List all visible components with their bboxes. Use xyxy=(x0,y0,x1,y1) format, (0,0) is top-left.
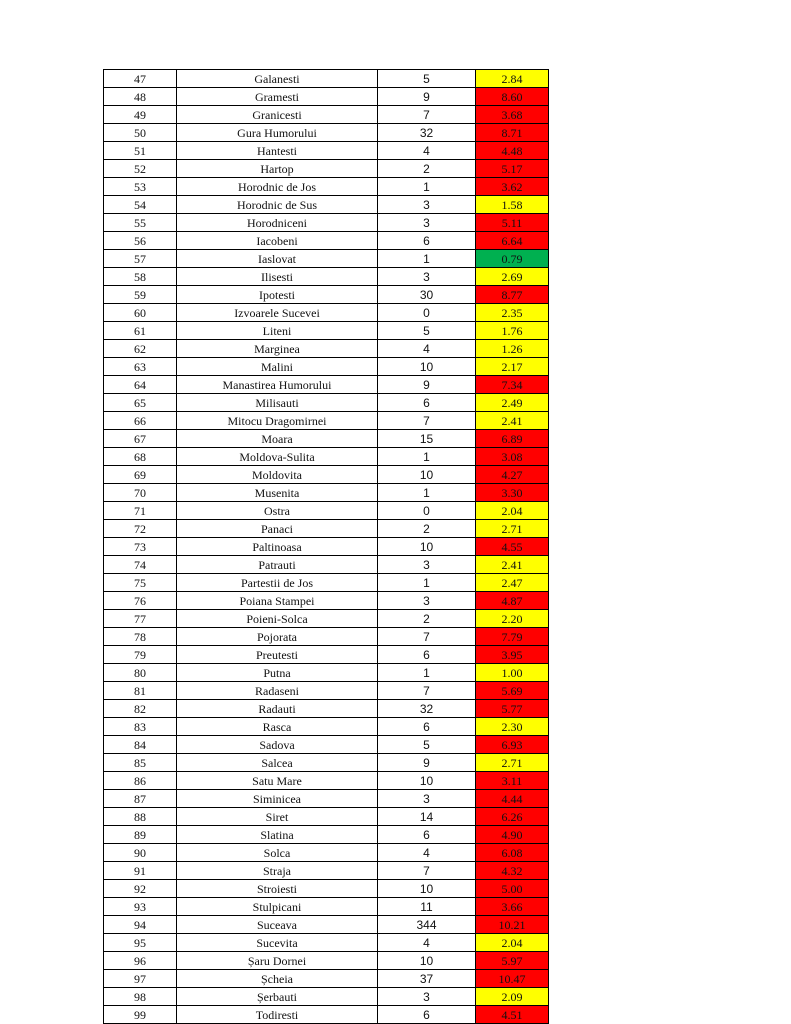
table-row xyxy=(104,160,549,178)
row-number-cell: 87 xyxy=(104,790,177,808)
case-count-cell: 3 xyxy=(378,214,476,232)
case-count-cell: 32 xyxy=(378,124,476,142)
row-number-cell: 88 xyxy=(104,808,177,826)
localities-table xyxy=(103,69,549,1024)
incidence-rate-cell: 2.30 xyxy=(476,718,549,736)
locality-name-cell: Horodniceni xyxy=(177,214,378,232)
table-row xyxy=(104,826,549,844)
locality-name-cell: Izvoarele Sucevei xyxy=(177,304,378,322)
row-number-cell: 64 xyxy=(104,376,177,394)
locality-name-cell: Stroiesti xyxy=(177,880,378,898)
incidence-rate-cell: 2.35 xyxy=(476,304,549,322)
row-number-cell: 95 xyxy=(104,934,177,952)
case-count-cell: 10 xyxy=(378,952,476,970)
case-count-cell: 10 xyxy=(378,358,476,376)
case-count-cell: 6 xyxy=(378,232,476,250)
locality-name-cell: Manastirea Humorului xyxy=(177,376,378,394)
row-number-cell: 89 xyxy=(104,826,177,844)
row-number-cell: 57 xyxy=(104,250,177,268)
case-count-cell: 1 xyxy=(378,484,476,502)
locality-name-cell: Milisauti xyxy=(177,394,378,412)
locality-name-cell: Horodnic de Jos xyxy=(177,178,378,196)
table-row xyxy=(104,664,549,682)
case-count-cell: 1 xyxy=(378,574,476,592)
locality-name-cell: Suceava xyxy=(177,916,378,934)
incidence-rate-cell: 2.04 xyxy=(476,502,549,520)
table-row xyxy=(104,502,549,520)
row-number-cell: 61 xyxy=(104,322,177,340)
locality-name-cell: Todiresti xyxy=(177,1006,378,1024)
incidence-rate-cell: 5.11 xyxy=(476,214,549,232)
table-row xyxy=(104,970,549,988)
locality-name-cell: Granicesti xyxy=(177,106,378,124)
table-row xyxy=(104,718,549,736)
row-number-cell: 68 xyxy=(104,448,177,466)
incidence-rate-cell: 6.08 xyxy=(476,844,549,862)
table-row xyxy=(104,898,549,916)
locality-name-cell: Mitocu Dragomirnei xyxy=(177,412,378,430)
row-number-cell: 75 xyxy=(104,574,177,592)
row-number-cell: 98 xyxy=(104,988,177,1006)
incidence-rate-cell: 2.47 xyxy=(476,574,549,592)
incidence-rate-cell: 8.71 xyxy=(476,124,549,142)
locality-name-cell: Straja xyxy=(177,862,378,880)
case-count-cell: 4 xyxy=(378,340,476,358)
locality-name-cell: Moldovita xyxy=(177,466,378,484)
incidence-rate-cell: 1.58 xyxy=(476,196,549,214)
incidence-rate-cell: 5.17 xyxy=(476,160,549,178)
locality-name-cell: Moldova-Sulita xyxy=(177,448,378,466)
incidence-rate-cell: 6.89 xyxy=(476,430,549,448)
incidence-rate-cell: 8.77 xyxy=(476,286,549,304)
locality-name-cell: Șerbauti xyxy=(177,988,378,1006)
locality-name-cell: Șcheia xyxy=(177,970,378,988)
table-row xyxy=(104,844,549,862)
row-number-cell: 80 xyxy=(104,664,177,682)
locality-name-cell: Panaci xyxy=(177,520,378,538)
table-row xyxy=(104,574,549,592)
table-row xyxy=(104,862,549,880)
row-number-cell: 72 xyxy=(104,520,177,538)
locality-name-cell: Ilisesti xyxy=(177,268,378,286)
case-count-cell: 4 xyxy=(378,142,476,160)
table-row xyxy=(104,214,549,232)
case-count-cell: 10 xyxy=(378,880,476,898)
locality-name-cell: Marginea xyxy=(177,340,378,358)
case-count-cell: 2 xyxy=(378,520,476,538)
locality-name-cell: Radauti xyxy=(177,700,378,718)
incidence-rate-cell: 4.48 xyxy=(476,142,549,160)
table-row xyxy=(104,358,549,376)
incidence-rate-cell: 3.30 xyxy=(476,484,549,502)
locality-name-cell: Satu Mare xyxy=(177,772,378,790)
case-count-cell: 3 xyxy=(378,556,476,574)
table-row xyxy=(104,808,549,826)
case-count-cell: 6 xyxy=(378,1006,476,1024)
case-count-cell: 6 xyxy=(378,394,476,412)
locality-name-cell: Ostra xyxy=(177,502,378,520)
row-number-cell: 67 xyxy=(104,430,177,448)
row-number-cell: 51 xyxy=(104,142,177,160)
table-row xyxy=(104,376,549,394)
incidence-rate-cell: 3.66 xyxy=(476,898,549,916)
incidence-rate-cell: 2.41 xyxy=(476,556,549,574)
row-number-cell: 49 xyxy=(104,106,177,124)
incidence-rate-cell: 4.55 xyxy=(476,538,549,556)
row-number-cell: 85 xyxy=(104,754,177,772)
table-row xyxy=(104,304,549,322)
table-row xyxy=(104,178,549,196)
case-count-cell: 6 xyxy=(378,718,476,736)
incidence-rate-cell: 10.21 xyxy=(476,916,549,934)
table-row xyxy=(104,340,549,358)
row-number-cell: 97 xyxy=(104,970,177,988)
case-count-cell: 10 xyxy=(378,772,476,790)
locality-name-cell: Siret xyxy=(177,808,378,826)
incidence-rate-cell: 4.51 xyxy=(476,1006,549,1024)
row-number-cell: 91 xyxy=(104,862,177,880)
row-number-cell: 56 xyxy=(104,232,177,250)
row-number-cell: 69 xyxy=(104,466,177,484)
locality-name-cell: Ipotesti xyxy=(177,286,378,304)
incidence-rate-cell: 5.00 xyxy=(476,880,549,898)
case-count-cell: 10 xyxy=(378,466,476,484)
row-number-cell: 47 xyxy=(104,70,177,88)
locality-name-cell: Sucevita xyxy=(177,934,378,952)
case-count-cell: 1 xyxy=(378,178,476,196)
locality-name-cell: Poieni-Solca xyxy=(177,610,378,628)
locality-name-cell: Iacobeni xyxy=(177,232,378,250)
incidence-rate-cell: 2.69 xyxy=(476,268,549,286)
table-row xyxy=(104,286,549,304)
table-row xyxy=(104,754,549,772)
table-row xyxy=(104,412,549,430)
row-number-cell: 82 xyxy=(104,700,177,718)
table-row xyxy=(104,952,549,970)
row-number-cell: 83 xyxy=(104,718,177,736)
table-row xyxy=(104,682,549,700)
incidence-rate-cell: 2.09 xyxy=(476,988,549,1006)
table-row xyxy=(104,268,549,286)
locality-name-cell: Gura Humorului xyxy=(177,124,378,142)
row-number-cell: 66 xyxy=(104,412,177,430)
row-number-cell: 99 xyxy=(104,1006,177,1024)
incidence-rate-cell: 3.08 xyxy=(476,448,549,466)
incidence-rate-cell: 10.47 xyxy=(476,970,549,988)
locality-name-cell: Pojorata xyxy=(177,628,378,646)
table-row xyxy=(104,196,549,214)
case-count-cell: 15 xyxy=(378,430,476,448)
row-number-cell: 79 xyxy=(104,646,177,664)
case-count-cell: 6 xyxy=(378,826,476,844)
case-count-cell: 3 xyxy=(378,196,476,214)
table-row xyxy=(104,70,549,88)
locality-name-cell: Slatina xyxy=(177,826,378,844)
locality-name-cell: Solca xyxy=(177,844,378,862)
case-count-cell: 1 xyxy=(378,448,476,466)
table-row xyxy=(104,142,549,160)
row-number-cell: 70 xyxy=(104,484,177,502)
row-number-cell: 48 xyxy=(104,88,177,106)
incidence-rate-cell: 2.71 xyxy=(476,754,549,772)
row-number-cell: 93 xyxy=(104,898,177,916)
locality-name-cell: Gramesti xyxy=(177,88,378,106)
row-number-cell: 90 xyxy=(104,844,177,862)
incidence-rate-cell: 6.93 xyxy=(476,736,549,754)
row-number-cell: 58 xyxy=(104,268,177,286)
table-row xyxy=(104,322,549,340)
table-row xyxy=(104,592,549,610)
incidence-rate-cell: 3.11 xyxy=(476,772,549,790)
incidence-rate-cell: 2.49 xyxy=(476,394,549,412)
locality-name-cell: Hartop xyxy=(177,160,378,178)
row-number-cell: 62 xyxy=(104,340,177,358)
locality-name-cell: Paltinoasa xyxy=(177,538,378,556)
incidence-rate-cell: 5.69 xyxy=(476,682,549,700)
table-row xyxy=(104,106,549,124)
incidence-rate-cell: 3.62 xyxy=(476,178,549,196)
table-row xyxy=(104,700,549,718)
table-row xyxy=(104,772,549,790)
locality-name-cell: Radaseni xyxy=(177,682,378,700)
row-number-cell: 92 xyxy=(104,880,177,898)
case-count-cell: 14 xyxy=(378,808,476,826)
case-count-cell: 0 xyxy=(378,304,476,322)
table-row xyxy=(104,484,549,502)
case-count-cell: 4 xyxy=(378,934,476,952)
incidence-rate-cell: 2.04 xyxy=(476,934,549,952)
table-row xyxy=(104,466,549,484)
locality-name-cell: Șaru Dornei xyxy=(177,952,378,970)
case-count-cell: 7 xyxy=(378,862,476,880)
table-row xyxy=(104,646,549,664)
locality-name-cell: Malini xyxy=(177,358,378,376)
incidence-rate-cell: 2.41 xyxy=(476,412,549,430)
locality-name-cell: Liteni xyxy=(177,322,378,340)
incidence-rate-cell: 6.26 xyxy=(476,808,549,826)
incidence-rate-cell: 8.60 xyxy=(476,88,549,106)
table-row xyxy=(104,988,549,1006)
case-count-cell: 7 xyxy=(378,682,476,700)
row-number-cell: 77 xyxy=(104,610,177,628)
locality-name-cell: Stulpicani xyxy=(177,898,378,916)
row-number-cell: 78 xyxy=(104,628,177,646)
row-number-cell: 59 xyxy=(104,286,177,304)
incidence-rate-cell: 1.26 xyxy=(476,340,549,358)
case-count-cell: 1 xyxy=(378,250,476,268)
table-row xyxy=(104,232,549,250)
locality-name-cell: Salcea xyxy=(177,754,378,772)
case-count-cell: 32 xyxy=(378,700,476,718)
row-number-cell: 71 xyxy=(104,502,177,520)
incidence-rate-cell: 3.95 xyxy=(476,646,549,664)
row-number-cell: 73 xyxy=(104,538,177,556)
incidence-rate-cell: 2.20 xyxy=(476,610,549,628)
locality-name-cell: Poiana Stampei xyxy=(177,592,378,610)
incidence-rate-cell: 5.77 xyxy=(476,700,549,718)
locality-name-cell: Preutesti xyxy=(177,646,378,664)
row-number-cell: 94 xyxy=(104,916,177,934)
table-row xyxy=(104,556,549,574)
incidence-rate-cell: 2.71 xyxy=(476,520,549,538)
locality-name-cell: Moara xyxy=(177,430,378,448)
table-row xyxy=(104,88,549,106)
row-number-cell: 60 xyxy=(104,304,177,322)
row-number-cell: 74 xyxy=(104,556,177,574)
case-count-cell: 4 xyxy=(378,844,476,862)
locality-name-cell: Galanesti xyxy=(177,70,378,88)
case-count-cell: 9 xyxy=(378,754,476,772)
case-count-cell: 3 xyxy=(378,592,476,610)
incidence-rate-cell: 4.44 xyxy=(476,790,549,808)
locality-name-cell: Putna xyxy=(177,664,378,682)
incidence-rate-cell: 1.76 xyxy=(476,322,549,340)
incidence-rate-cell: 4.87 xyxy=(476,592,549,610)
incidence-rate-cell: 7.79 xyxy=(476,628,549,646)
row-number-cell: 76 xyxy=(104,592,177,610)
table-row xyxy=(104,538,549,556)
table-row xyxy=(104,394,549,412)
incidence-rate-cell: 4.90 xyxy=(476,826,549,844)
locality-name-cell: Hantesti xyxy=(177,142,378,160)
incidence-rate-cell: 4.32 xyxy=(476,862,549,880)
incidence-rate-cell: 5.97 xyxy=(476,952,549,970)
case-count-cell: 11 xyxy=(378,898,476,916)
locality-name-cell: Horodnic de Sus xyxy=(177,196,378,214)
case-count-cell: 2 xyxy=(378,610,476,628)
case-count-cell: 5 xyxy=(378,322,476,340)
locality-name-cell: Musenita xyxy=(177,484,378,502)
case-count-cell: 37 xyxy=(378,970,476,988)
incidence-rate-cell: 7.34 xyxy=(476,376,549,394)
case-count-cell: 7 xyxy=(378,628,476,646)
locality-name-cell: Partestii de Jos xyxy=(177,574,378,592)
table-row xyxy=(104,880,549,898)
case-count-cell: 6 xyxy=(378,646,476,664)
row-number-cell: 81 xyxy=(104,682,177,700)
case-count-cell: 3 xyxy=(378,988,476,1006)
row-number-cell: 63 xyxy=(104,358,177,376)
table-row xyxy=(104,628,549,646)
row-number-cell: 96 xyxy=(104,952,177,970)
table-row xyxy=(104,448,549,466)
row-number-cell: 50 xyxy=(104,124,177,142)
table-row xyxy=(104,124,549,142)
case-count-cell: 344 xyxy=(378,916,476,934)
case-count-cell: 7 xyxy=(378,412,476,430)
locality-name-cell: Iaslovat xyxy=(177,250,378,268)
row-number-cell: 86 xyxy=(104,772,177,790)
case-count-cell: 30 xyxy=(378,286,476,304)
case-count-cell: 0 xyxy=(378,502,476,520)
row-number-cell: 55 xyxy=(104,214,177,232)
locality-name-cell: Rasca xyxy=(177,718,378,736)
incidence-rate-cell: 6.64 xyxy=(476,232,549,250)
case-count-cell: 1 xyxy=(378,664,476,682)
case-count-cell: 9 xyxy=(378,376,476,394)
incidence-rate-cell: 0.79 xyxy=(476,250,549,268)
table-body xyxy=(104,70,549,1024)
table-row xyxy=(104,736,549,754)
table-row xyxy=(104,916,549,934)
case-count-cell: 5 xyxy=(378,70,476,88)
case-count-cell: 3 xyxy=(378,268,476,286)
case-count-cell: 2 xyxy=(378,160,476,178)
locality-name-cell: Siminicea xyxy=(177,790,378,808)
table-row xyxy=(104,520,549,538)
incidence-rate-cell: 2.84 xyxy=(476,70,549,88)
incidence-rate-cell: 2.17 xyxy=(476,358,549,376)
case-count-cell: 10 xyxy=(378,538,476,556)
row-number-cell: 53 xyxy=(104,178,177,196)
incidence-rate-cell: 4.27 xyxy=(476,466,549,484)
case-count-cell: 9 xyxy=(378,88,476,106)
case-count-cell: 5 xyxy=(378,736,476,754)
table-row xyxy=(104,610,549,628)
case-count-cell: 3 xyxy=(378,790,476,808)
row-number-cell: 84 xyxy=(104,736,177,754)
incidence-rate-cell: 3.68 xyxy=(476,106,549,124)
table-row xyxy=(104,250,549,268)
table-row xyxy=(104,790,549,808)
table-row xyxy=(104,934,549,952)
incidence-rate-cell: 1.00 xyxy=(476,664,549,682)
table-row xyxy=(104,430,549,448)
row-number-cell: 52 xyxy=(104,160,177,178)
locality-name-cell: Sadova xyxy=(177,736,378,754)
table-row xyxy=(104,1006,549,1024)
case-count-cell: 7 xyxy=(378,106,476,124)
row-number-cell: 54 xyxy=(104,196,177,214)
locality-name-cell: Patrauti xyxy=(177,556,378,574)
row-number-cell: 65 xyxy=(104,394,177,412)
